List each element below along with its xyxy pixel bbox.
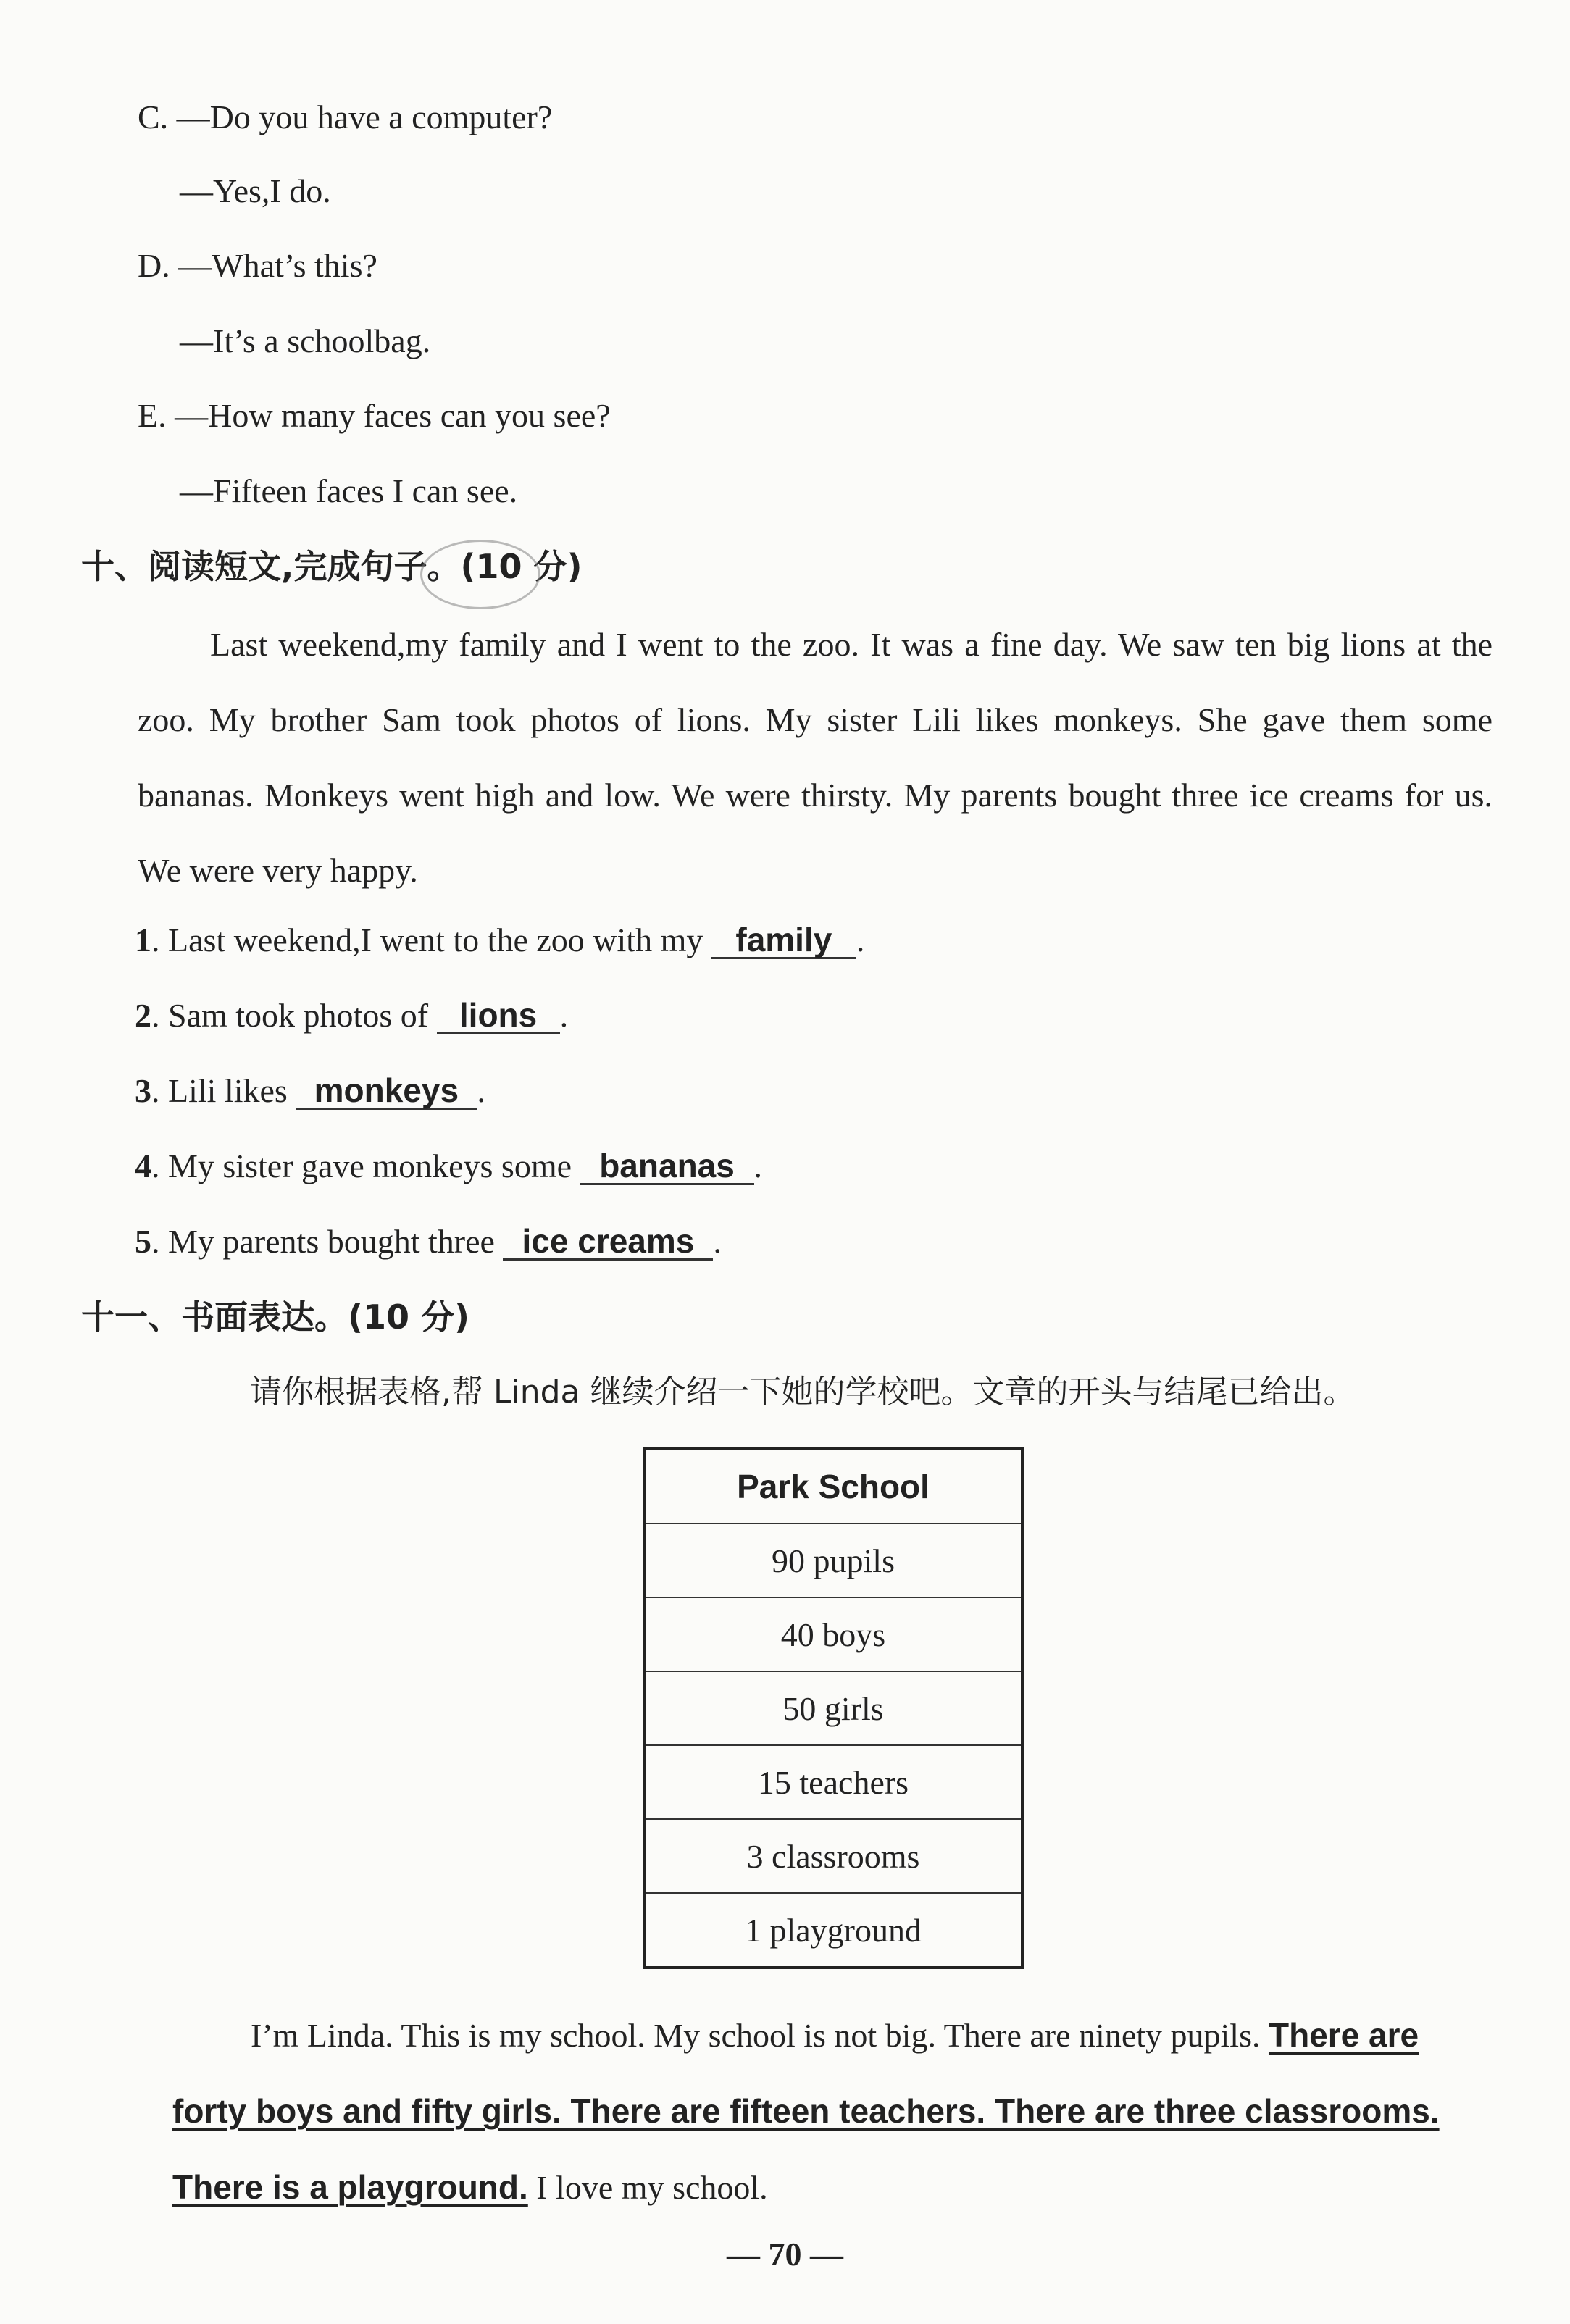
question-number: 5 xyxy=(135,1223,151,1260)
table-cell: 90 pupils xyxy=(644,1523,1022,1597)
question-5 xyxy=(135,1220,722,1263)
question-end: . xyxy=(856,921,865,958)
question-number: 3 xyxy=(135,1072,151,1109)
question-end: . xyxy=(477,1072,485,1109)
table-row xyxy=(644,1597,1022,1671)
question-text: . My parents bought three xyxy=(151,1223,495,1260)
essay xyxy=(172,1997,1491,2225)
table-cell: 40 boys xyxy=(644,1597,1022,1671)
section-10-title: 十、阅读短文,完成句子。(10 分) xyxy=(81,547,583,586)
dialogue-e-answer: —Fifteen faces I can see. xyxy=(180,472,518,509)
question-end: . xyxy=(713,1223,722,1260)
table-header: Park School xyxy=(644,1449,1022,1523)
table-cell: 3 classrooms xyxy=(644,1819,1022,1893)
dialogue-e-question: E. —How many faces can you see? xyxy=(138,397,611,434)
question-end: . xyxy=(559,997,569,1034)
table-row xyxy=(644,1449,1022,1523)
table-row xyxy=(644,1893,1022,1968)
dialogue-c-question: C. —Do you have a computer? xyxy=(138,99,553,135)
question-number: 1 xyxy=(135,921,151,958)
page-number: — 70 — xyxy=(727,2236,843,2273)
essay-answer[interactable]: There are forty boys and fifty girls. There are fifteen teachers. There are three classrooms. There is a playground. xyxy=(172,2016,1440,2206)
question-end: . xyxy=(753,1148,763,1184)
faint-stamp xyxy=(420,540,540,609)
answer-blank[interactable]: monkeys xyxy=(296,1073,477,1110)
question-text: . Last weekend,I went to the zoo with my xyxy=(151,921,703,958)
question-text: . Sam took photos of xyxy=(151,997,429,1034)
table-row xyxy=(644,1745,1022,1819)
answer-blank[interactable]: ice creams xyxy=(503,1224,713,1261)
dialogue-d-answer: —It’s a schoolbag. xyxy=(180,322,431,359)
question-text: . My sister gave monkeys some xyxy=(151,1148,572,1184)
school-info-table xyxy=(643,1447,1024,1969)
writing-instruction: 请你根据表格,帮 Linda 继续介绍一下她的学校吧。文章的开头与结尾已给出。 xyxy=(250,1374,1356,1410)
essay-start: I’m Linda. This is my school. My school is not big. There are ninety pupils. xyxy=(251,2017,1261,2054)
passage-text: Last weekend,my family and I went to the zoo. It was a fine day. We saw ten big lions at the zoo. My brother Sam took photos of lions. My sister Lili likes monkeys. She gave them some bananas. Monkeys went high and low. We were thirsty. My parents bought three ice creams for us. We were very happy. xyxy=(138,626,1492,889)
table-row xyxy=(644,1671,1022,1745)
table-row xyxy=(644,1819,1022,1893)
question-1 xyxy=(135,919,864,962)
answer-blank[interactable]: bananas xyxy=(580,1148,754,1185)
table-cell: 15 teachers xyxy=(644,1745,1022,1819)
question-3 xyxy=(135,1069,485,1113)
table-cell: 1 playground xyxy=(644,1893,1022,1968)
question-2 xyxy=(135,994,568,1037)
answer-blank[interactable]: lions xyxy=(437,998,560,1034)
section-11-title: 十一、书面表达。(10 分) xyxy=(81,1297,470,1337)
table-cell: 50 girls xyxy=(644,1671,1022,1745)
dialogue-c-answer: —Yes,I do. xyxy=(180,172,331,209)
question-text: . Lili likes xyxy=(151,1072,288,1109)
reading-passage xyxy=(138,607,1492,908)
essay-end: I love my school. xyxy=(536,2169,768,2206)
question-number: 4 xyxy=(135,1148,151,1184)
question-number: 2 xyxy=(135,997,151,1034)
table-row xyxy=(644,1523,1022,1597)
question-4 xyxy=(135,1145,762,1188)
dialogue-d-question: D. —What’s this? xyxy=(138,247,377,284)
answer-blank[interactable]: family xyxy=(711,922,856,959)
